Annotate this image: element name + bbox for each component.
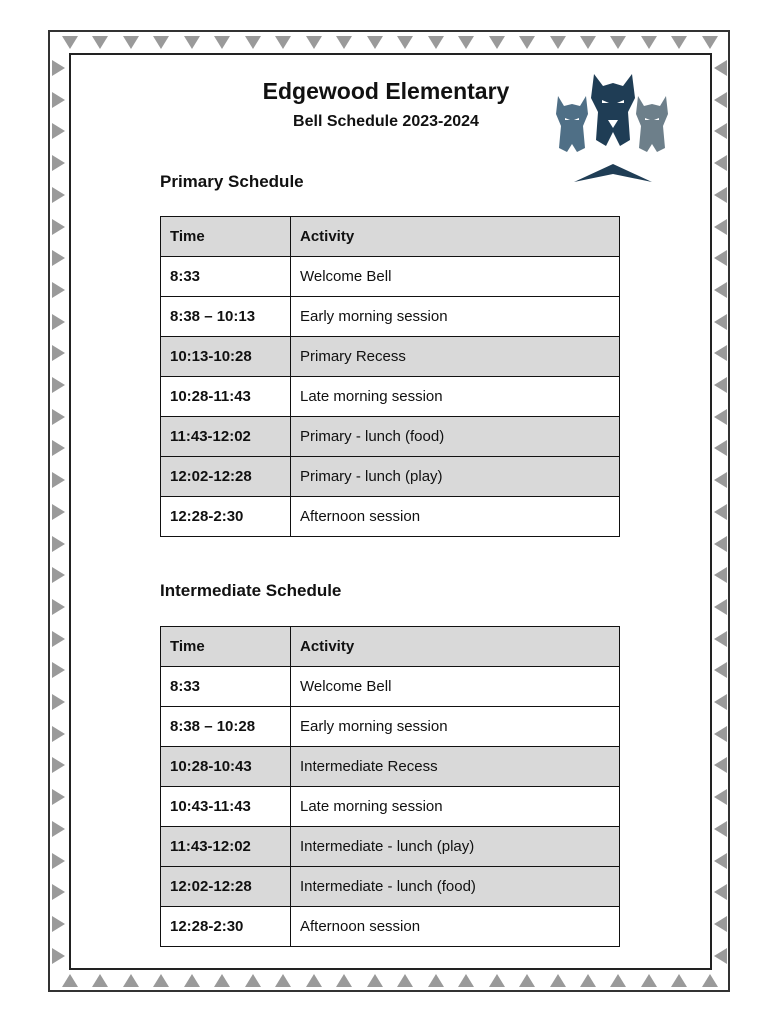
border-triangle-icon [714, 916, 727, 932]
border-triangle-icon [714, 219, 727, 235]
border-triangle-icon [714, 155, 727, 171]
border-triangle-icon [245, 36, 261, 49]
border-triangle-icon [52, 662, 65, 678]
time-cell: 8:33 [161, 257, 291, 297]
table-row [161, 497, 620, 537]
table-header-row [161, 217, 620, 257]
border-triangle-icon [714, 314, 727, 330]
border-triangle-icon [580, 36, 596, 49]
time-cell: 11:43-12:02 [161, 417, 291, 457]
border-triangle-icon [52, 345, 65, 361]
table-header-row [161, 627, 620, 667]
activity-cell: Afternoon session [291, 497, 620, 537]
activity-cell: Intermediate - lunch (food) [291, 867, 620, 907]
border-triangle-icon [52, 631, 65, 647]
border-triangle-icon [52, 916, 65, 932]
border-triangle-icon [306, 36, 322, 49]
border-triangle-icon [52, 377, 65, 393]
border-triangle-icon [714, 726, 727, 742]
border-triangle-icon [610, 36, 626, 49]
border-triangle-icon [714, 282, 727, 298]
border-triangle-icon [214, 36, 230, 49]
left-triangle-border [52, 60, 65, 964]
border-triangle-icon [714, 472, 727, 488]
time-cell: 8:33 [161, 667, 291, 707]
border-triangle-icon [714, 694, 727, 710]
border-triangle-icon [671, 974, 687, 987]
border-triangle-icon [714, 377, 727, 393]
border-triangle-icon [52, 219, 65, 235]
border-triangle-icon [714, 631, 727, 647]
border-triangle-icon [52, 884, 65, 900]
activity-cell: Welcome Bell [291, 667, 620, 707]
border-triangle-icon [52, 123, 65, 139]
border-triangle-icon [714, 948, 727, 964]
border-triangle-icon [714, 60, 727, 76]
time-cell: 8:38 – 10:13 [161, 297, 291, 337]
activity-column-header: Activity [291, 627, 620, 667]
time-column-header: Time [161, 217, 291, 257]
bottom-triangle-border [62, 974, 718, 987]
border-triangle-icon [714, 123, 727, 139]
border-triangle-icon [714, 757, 727, 773]
border-triangle-icon [52, 155, 65, 171]
border-triangle-icon [714, 345, 727, 361]
right-triangle-border [714, 60, 727, 964]
activity-column-header: Activity [291, 217, 620, 257]
border-triangle-icon [714, 536, 727, 552]
table-row [161, 827, 620, 867]
time-cell: 10:13-10:28 [161, 337, 291, 377]
wolf-pack-logo-icon [550, 70, 676, 186]
border-triangle-icon [52, 694, 65, 710]
activity-cell: Afternoon session [291, 907, 620, 947]
table-row [161, 297, 620, 337]
border-triangle-icon [245, 974, 261, 987]
border-triangle-icon [52, 853, 65, 869]
table-row [161, 457, 620, 497]
table-row [161, 907, 620, 947]
border-triangle-icon [397, 974, 413, 987]
border-triangle-icon [714, 662, 727, 678]
border-triangle-icon [519, 974, 535, 987]
time-column-header: Time [161, 627, 291, 667]
border-triangle-icon [428, 974, 444, 987]
table-row [161, 707, 620, 747]
border-triangle-icon [714, 853, 727, 869]
primary-schedule-table [160, 216, 620, 537]
border-triangle-icon [714, 504, 727, 520]
border-triangle-icon [184, 974, 200, 987]
time-cell: 10:43-11:43 [161, 787, 291, 827]
border-triangle-icon [714, 92, 727, 108]
logo-base-arrow-icon [574, 164, 652, 182]
border-triangle-icon [52, 409, 65, 425]
border-triangle-icon [458, 974, 474, 987]
border-triangle-icon [519, 36, 535, 49]
border-triangle-icon [123, 36, 139, 49]
border-triangle-icon [641, 36, 657, 49]
border-triangle-icon [52, 599, 65, 615]
border-triangle-icon [52, 504, 65, 520]
time-cell: 11:43-12:02 [161, 827, 291, 867]
border-triangle-icon [397, 36, 413, 49]
school-name: Edgewood Elementary [262, 78, 510, 104]
border-triangle-icon [306, 974, 322, 987]
activity-cell: Primary - lunch (play) [291, 457, 620, 497]
border-triangle-icon [550, 36, 566, 49]
border-triangle-icon [52, 948, 65, 964]
activity-cell: Intermediate Recess [291, 747, 620, 787]
border-triangle-icon [367, 36, 383, 49]
time-cell: 12:28-2:30 [161, 497, 291, 537]
border-triangle-icon [52, 60, 65, 76]
border-triangle-icon [153, 36, 169, 49]
border-triangle-icon [92, 36, 108, 49]
border-triangle-icon [458, 36, 474, 49]
intermediate-schedule-table [160, 626, 620, 947]
table-row [161, 257, 620, 297]
activity-cell: Primary Recess [291, 337, 620, 377]
border-triangle-icon [714, 599, 727, 615]
activity-cell: Late morning session [291, 787, 620, 827]
border-triangle-icon [52, 187, 65, 203]
border-triangle-icon [702, 36, 718, 49]
table-row [161, 787, 620, 827]
time-cell: 10:28-10:43 [161, 747, 291, 787]
schedule-subtitle: Bell Schedule 2023-2024 [293, 113, 479, 130]
wolf-left-icon [556, 96, 588, 152]
border-triangle-icon [52, 472, 65, 488]
table-row [161, 667, 620, 707]
border-triangle-icon [62, 974, 78, 987]
border-triangle-icon [92, 974, 108, 987]
border-triangle-icon [641, 974, 657, 987]
border-triangle-icon [52, 314, 65, 330]
border-triangle-icon [714, 409, 727, 425]
border-triangle-icon [336, 36, 352, 49]
border-triangle-icon [52, 789, 65, 805]
border-triangle-icon [153, 974, 169, 987]
border-triangle-icon [184, 36, 200, 49]
border-triangle-icon [52, 726, 65, 742]
activity-cell: Early morning session [291, 297, 620, 337]
border-triangle-icon [428, 36, 444, 49]
border-triangle-icon [123, 974, 139, 987]
top-triangle-border [62, 36, 718, 49]
border-triangle-icon [52, 757, 65, 773]
border-triangle-icon [52, 440, 65, 456]
border-triangle-icon [714, 821, 727, 837]
border-triangle-icon [62, 36, 78, 49]
time-cell: 12:02-12:28 [161, 867, 291, 907]
border-triangle-icon [489, 974, 505, 987]
border-triangle-icon [580, 974, 596, 987]
border-triangle-icon [214, 974, 230, 987]
intermediate-schedule-title: Intermediate Schedule [160, 581, 342, 600]
activity-cell: Primary - lunch (food) [291, 417, 620, 457]
border-triangle-icon [714, 187, 727, 203]
activity-cell: Intermediate - lunch (play) [291, 827, 620, 867]
border-triangle-icon [610, 974, 626, 987]
border-triangle-icon [367, 974, 383, 987]
border-triangle-icon [52, 250, 65, 266]
border-triangle-icon [52, 821, 65, 837]
border-triangle-icon [714, 250, 727, 266]
activity-cell: Welcome Bell [291, 257, 620, 297]
border-triangle-icon [52, 282, 65, 298]
border-triangle-icon [550, 974, 566, 987]
activity-cell: Early morning session [291, 707, 620, 747]
border-triangle-icon [702, 974, 718, 987]
border-triangle-icon [671, 36, 687, 49]
border-triangle-icon [52, 567, 65, 583]
activity-cell: Late morning session [291, 377, 620, 417]
border-triangle-icon [52, 92, 65, 108]
table-row [161, 377, 620, 417]
border-triangle-icon [714, 567, 727, 583]
border-triangle-icon [714, 440, 727, 456]
border-triangle-icon [275, 974, 291, 987]
time-cell: 12:02-12:28 [161, 457, 291, 497]
border-triangle-icon [52, 536, 65, 552]
border-triangle-icon [489, 36, 505, 49]
primary-schedule-title: Primary Schedule [160, 172, 304, 191]
table-row [161, 417, 620, 457]
time-cell: 8:38 – 10:28 [161, 707, 291, 747]
border-triangle-icon [714, 884, 727, 900]
table-row [161, 747, 620, 787]
border-triangle-icon [275, 36, 291, 49]
border-triangle-icon [714, 789, 727, 805]
wolf-right-icon [636, 96, 668, 152]
border-triangle-icon [336, 974, 352, 987]
time-cell: 10:28-11:43 [161, 377, 291, 417]
time-cell: 12:28-2:30 [161, 907, 291, 947]
wolf-center-icon [591, 74, 635, 146]
table-row [161, 337, 620, 377]
table-row [161, 867, 620, 907]
